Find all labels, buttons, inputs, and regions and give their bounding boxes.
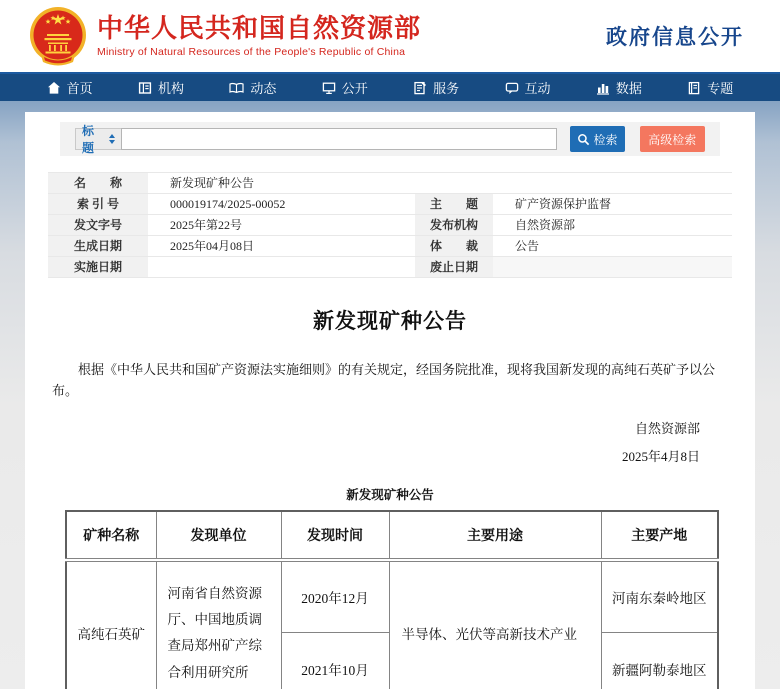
nav-label: 互动: [524, 81, 551, 96]
sort-arrows-icon: [109, 134, 115, 144]
col-header-time: 发现时间: [281, 511, 389, 560]
meta-label-genre: 体 裁: [415, 236, 493, 257]
nav-label: 服务: [433, 81, 460, 96]
table-caption: 新发现矿种公告: [346, 487, 434, 502]
table-header-row: [66, 511, 718, 560]
nav-label: 首页: [66, 81, 93, 96]
search-bar: [60, 122, 720, 156]
meta-label-index: 索 引 号: [48, 194, 148, 215]
cell-discovery-time: 2020年12月: [281, 560, 389, 633]
monitor-icon: [322, 81, 336, 95]
main-content: [25, 112, 755, 689]
meta-value-index: 000019174/2025-00052: [148, 194, 415, 215]
meta-value-docnumber: 2025年第22号: [148, 215, 415, 236]
col-header-usage: 主要用途: [389, 511, 601, 560]
article-signature: 自然资源部: [634, 420, 700, 436]
meta-label-abolished: 废止日期: [415, 257, 493, 278]
organization-icon: [138, 81, 152, 95]
chat-bubble-icon: [505, 81, 519, 95]
nav-label: 机构: [158, 81, 185, 96]
nav-label: 数据: [615, 81, 642, 96]
open-book-icon: [229, 81, 244, 95]
document-edit-icon: [413, 81, 427, 95]
search-field-label: 标题: [82, 124, 95, 155]
advanced-search-button[interactable]: 高级检索: [640, 126, 706, 152]
article-date: 2025年4月8日: [621, 448, 700, 464]
home-icon: [47, 81, 61, 95]
nav-item-organization[interactable]: [138, 78, 184, 97]
meta-label-subject: 主 题: [415, 194, 493, 215]
article-paragraph: 根据《中华人民共和国矿产资源法实施细则》的有关规定，经国务院批准，现将我国新发现的高纯石英矿予以公布。: [52, 362, 716, 399]
gov-info-disclosure-title: 政府信息公开: [606, 25, 744, 49]
china-national-emblem-icon: [28, 6, 88, 68]
meta-value-genre: 公告: [493, 236, 732, 257]
nav-label: 公开: [341, 81, 368, 96]
cell-mineral-name: 高纯石英矿: [66, 560, 156, 689]
cell-discoverer: 河南省自然资源厅、中国地质调查局郑州矿产综合利用研究所: [156, 560, 281, 689]
meta-value-name: 新发现矿种公告: [148, 173, 732, 194]
main-nav: [0, 74, 780, 101]
meta-label-effective: 实施日期: [48, 257, 148, 278]
nav-label: 动态: [250, 81, 277, 96]
meta-label-created: 生成日期: [48, 236, 148, 257]
nav-item-news[interactable]: [229, 78, 276, 97]
meta-value-created: 2025年04月08日: [148, 236, 415, 257]
meta-value-subject: 矿产资源保护监督: [493, 194, 732, 215]
site-title-zh: 中华人民共和国自然资源部: [97, 12, 422, 43]
minerals-table: [65, 510, 719, 689]
meta-label-name: 名 称: [48, 173, 148, 194]
bar-chart-icon: [596, 81, 610, 95]
page-background: [0, 101, 780, 689]
book-icon: [687, 81, 701, 95]
cell-place: 河南东秦岭地区: [601, 560, 718, 633]
meta-value-issuer: 自然资源部: [493, 215, 732, 236]
meta-value-abolished: [493, 257, 732, 278]
nav-item-interact[interactable]: [505, 78, 551, 97]
site-title-en: Ministry of Natural Resources of the People's Republic of China: [97, 46, 406, 59]
document-metadata-table: [48, 172, 732, 278]
nav-item-service[interactable]: [413, 78, 459, 97]
meta-label-issuer: 发布机构: [415, 215, 493, 236]
nav-item-disclosure[interactable]: [322, 78, 368, 97]
nav-item-data[interactable]: [596, 78, 642, 97]
search-button[interactable]: [570, 126, 625, 152]
table-row: [66, 560, 718, 633]
cell-place: 新疆阿勒泰地区: [601, 633, 718, 689]
nav-item-topics[interactable]: [687, 78, 733, 97]
search-icon: [577, 133, 590, 146]
cell-discovery-time: 2021年10月: [281, 633, 389, 689]
nav-item-home[interactable]: [47, 78, 93, 97]
meta-label-docnumber: 发文字号: [48, 215, 148, 236]
search-field-selector[interactable]: [75, 124, 121, 155]
col-header-place: 主要产地: [601, 511, 718, 560]
search-input[interactable]: [121, 128, 557, 150]
cell-usage: 半导体、光伏等高新技术产业: [389, 560, 601, 689]
search-button-label: 检索: [593, 132, 618, 147]
article-title: 新发现矿种公告: [313, 310, 467, 333]
col-header-discoverer: 发现单位: [156, 511, 281, 560]
nav-label: 专题: [707, 81, 734, 96]
meta-value-effective: [148, 257, 415, 278]
col-header-mineral: 矿种名称: [66, 511, 156, 560]
site-titles: [97, 14, 421, 59]
site-header: [0, 0, 780, 72]
